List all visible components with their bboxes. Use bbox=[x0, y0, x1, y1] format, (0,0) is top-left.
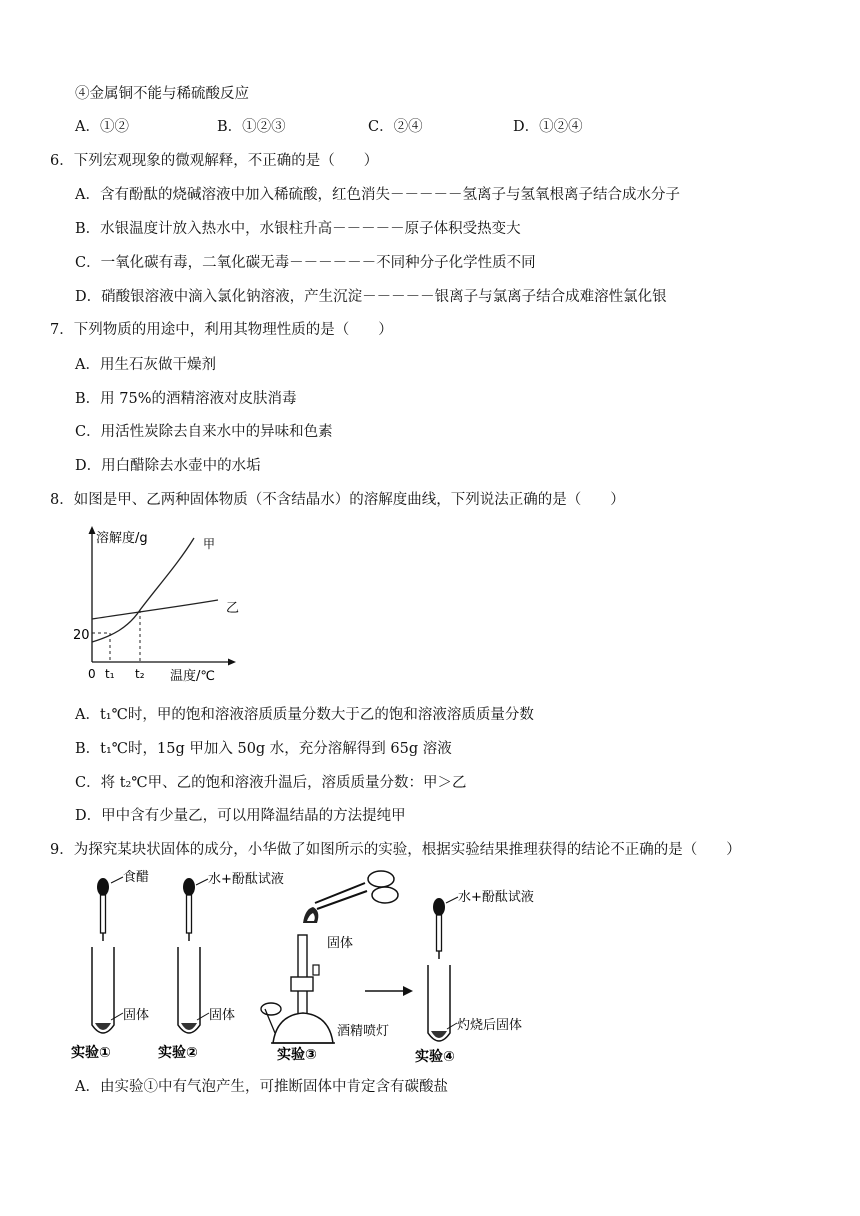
exp4-dropper-tube bbox=[437, 915, 442, 951]
exp1-solid-label: 固体 bbox=[123, 1008, 150, 1023]
solubility-graph bbox=[70, 520, 245, 690]
exp3-solid-label: 固体 bbox=[327, 936, 354, 951]
exp1-apparatus bbox=[71, 869, 149, 1061]
prev-option-a: A．①② bbox=[75, 119, 129, 135]
exp4-test-tube bbox=[428, 965, 450, 1041]
process-arrow-head bbox=[403, 986, 413, 996]
exp1-label: 实验① bbox=[71, 1045, 111, 1061]
y-axis-arrow bbox=[89, 526, 96, 534]
q6-stem: 6．下列宏观现象的微观解释，不正确的是（ ） bbox=[50, 153, 379, 169]
q7-option-d: D．用白醋除去水壶中的水垢 bbox=[75, 458, 261, 474]
q8-option-c: C．将 t₂℃甲、乙的饱和溶液升温后，溶质质量分数：甲＞乙 bbox=[75, 775, 467, 791]
q7-option-b: B．用 75%的酒精溶液对皮肤消毒 bbox=[75, 391, 297, 407]
exp2-apparatus bbox=[158, 871, 284, 1061]
exp3-tongs-loop1 bbox=[368, 871, 394, 887]
exp2-test-tube bbox=[178, 947, 200, 1033]
curve-yi-label: 乙 bbox=[226, 601, 240, 616]
q8-option-b: B．t₁℃时，15g 甲加入 50g 水，充分溶解得到 65g 溶液 bbox=[75, 741, 452, 757]
t1-label: t₁ bbox=[105, 667, 115, 681]
prev-option-b: B．①②③ bbox=[217, 119, 286, 135]
exp1-test-tube bbox=[92, 947, 114, 1033]
y-axis-label: 溶解度/g bbox=[96, 531, 148, 546]
q8-stem: 8．如图是甲、乙两种固体物质（不含结晶水）的溶解度曲线，下列说法正确的是（ ） bbox=[50, 492, 625, 508]
exp4-solid bbox=[431, 1031, 447, 1038]
y-tick-20: 20 bbox=[73, 628, 90, 643]
q8-option-a: A．t₁℃时，甲的饱和溶液溶质质量分数大于乙的饱和溶液溶质质量分数 bbox=[75, 707, 534, 723]
curve-yi bbox=[92, 600, 218, 619]
exp2-reagent: 水+酚酞试液 bbox=[208, 872, 284, 887]
q7-stem: 7．下列物质的用途中，利用其物理性质的是（ ） bbox=[50, 322, 393, 338]
exp3-tongs bbox=[315, 883, 367, 909]
experiment-figure bbox=[65, 865, 585, 1075]
exp3-lamp-holder bbox=[291, 977, 313, 991]
exp4-solid-label: 灼烧后固体 bbox=[457, 1018, 523, 1033]
exp3-reservoir bbox=[261, 1003, 281, 1015]
exp3-tongs-loop2 bbox=[372, 887, 398, 903]
q9-stem: 9．为探究某块状固体的成分，小华做了如图所示的实验，根据实验结果推理获得的结论不正确的是（ ） bbox=[50, 842, 741, 858]
exp2-label: 实验② bbox=[158, 1045, 198, 1061]
q6-option-b: B．水银温度计放入热水中，水银柱升高－－－－－原子体积受热变大 bbox=[75, 221, 521, 237]
curve-jia bbox=[92, 538, 194, 642]
prev-option-c: C．②④ bbox=[368, 119, 423, 135]
exp2-dropper-bulb bbox=[183, 878, 195, 896]
prev-option-d: D．①②④ bbox=[513, 119, 583, 135]
origin-label: 0 bbox=[88, 667, 96, 681]
q7-option-c: C．用活性炭除去自来水中的异味和色素 bbox=[75, 424, 333, 440]
exp3-lamp-base bbox=[273, 1013, 333, 1043]
exp4-label: 实验④ bbox=[415, 1049, 455, 1065]
exp3-lamp-label: 酒精喷灯 bbox=[337, 1024, 390, 1039]
q6-option-a: A．含有酚酞的烧碱溶液中加入稀硫酸，红色消失－－－－－氢离子与氢氧根离子结合成水分子 bbox=[75, 187, 680, 203]
exp1-reagent: 食醋 bbox=[123, 870, 150, 885]
t2-label: t₂ bbox=[135, 667, 145, 681]
q6-option-d: D．硝酸银溶液中滴入氯化钠溶液，产生沉淀－－－－－银离子与氯离子结合成难溶性氯化银 bbox=[75, 289, 667, 305]
exp2-dropper-tube bbox=[187, 895, 192, 933]
exp2-solid bbox=[181, 1023, 197, 1030]
exp1-solid bbox=[95, 1023, 111, 1030]
exp4-dropper-bulb bbox=[433, 898, 445, 916]
exp3-lamp-tube bbox=[298, 935, 307, 1017]
statement-4: ④金属铜不能与稀硫酸反应 bbox=[75, 86, 249, 102]
exp2-solid-label: 固体 bbox=[209, 1008, 236, 1023]
exp1-dropper-tube bbox=[101, 895, 106, 933]
exp3-apparatus bbox=[261, 871, 398, 1063]
exp1-dropper-bulb bbox=[97, 878, 109, 896]
q8-option-d: D．甲中含有少量乙，可以用降温结晶的方法提纯甲 bbox=[75, 808, 406, 824]
q9-option-a: A．由实验①中有气泡产生，可推断固体中肯定含有碳酸盐 bbox=[75, 1079, 448, 1095]
exp4-reagent: 水+酚酞试液 bbox=[458, 890, 534, 905]
x-axis-arrow bbox=[228, 659, 236, 666]
exp3-label: 实验③ bbox=[277, 1047, 317, 1063]
q6-option-c: C．一氧化碳有毒，二氧化碳无毒－－－－－－不同种分子化学性质不同 bbox=[75, 255, 536, 271]
x-axis-label: 温度/℃ bbox=[170, 669, 215, 684]
q7-option-a: A．用生石灰做干燥剂 bbox=[75, 357, 216, 373]
curve-jia-label: 甲 bbox=[203, 537, 216, 551]
exp4-apparatus bbox=[415, 889, 534, 1065]
